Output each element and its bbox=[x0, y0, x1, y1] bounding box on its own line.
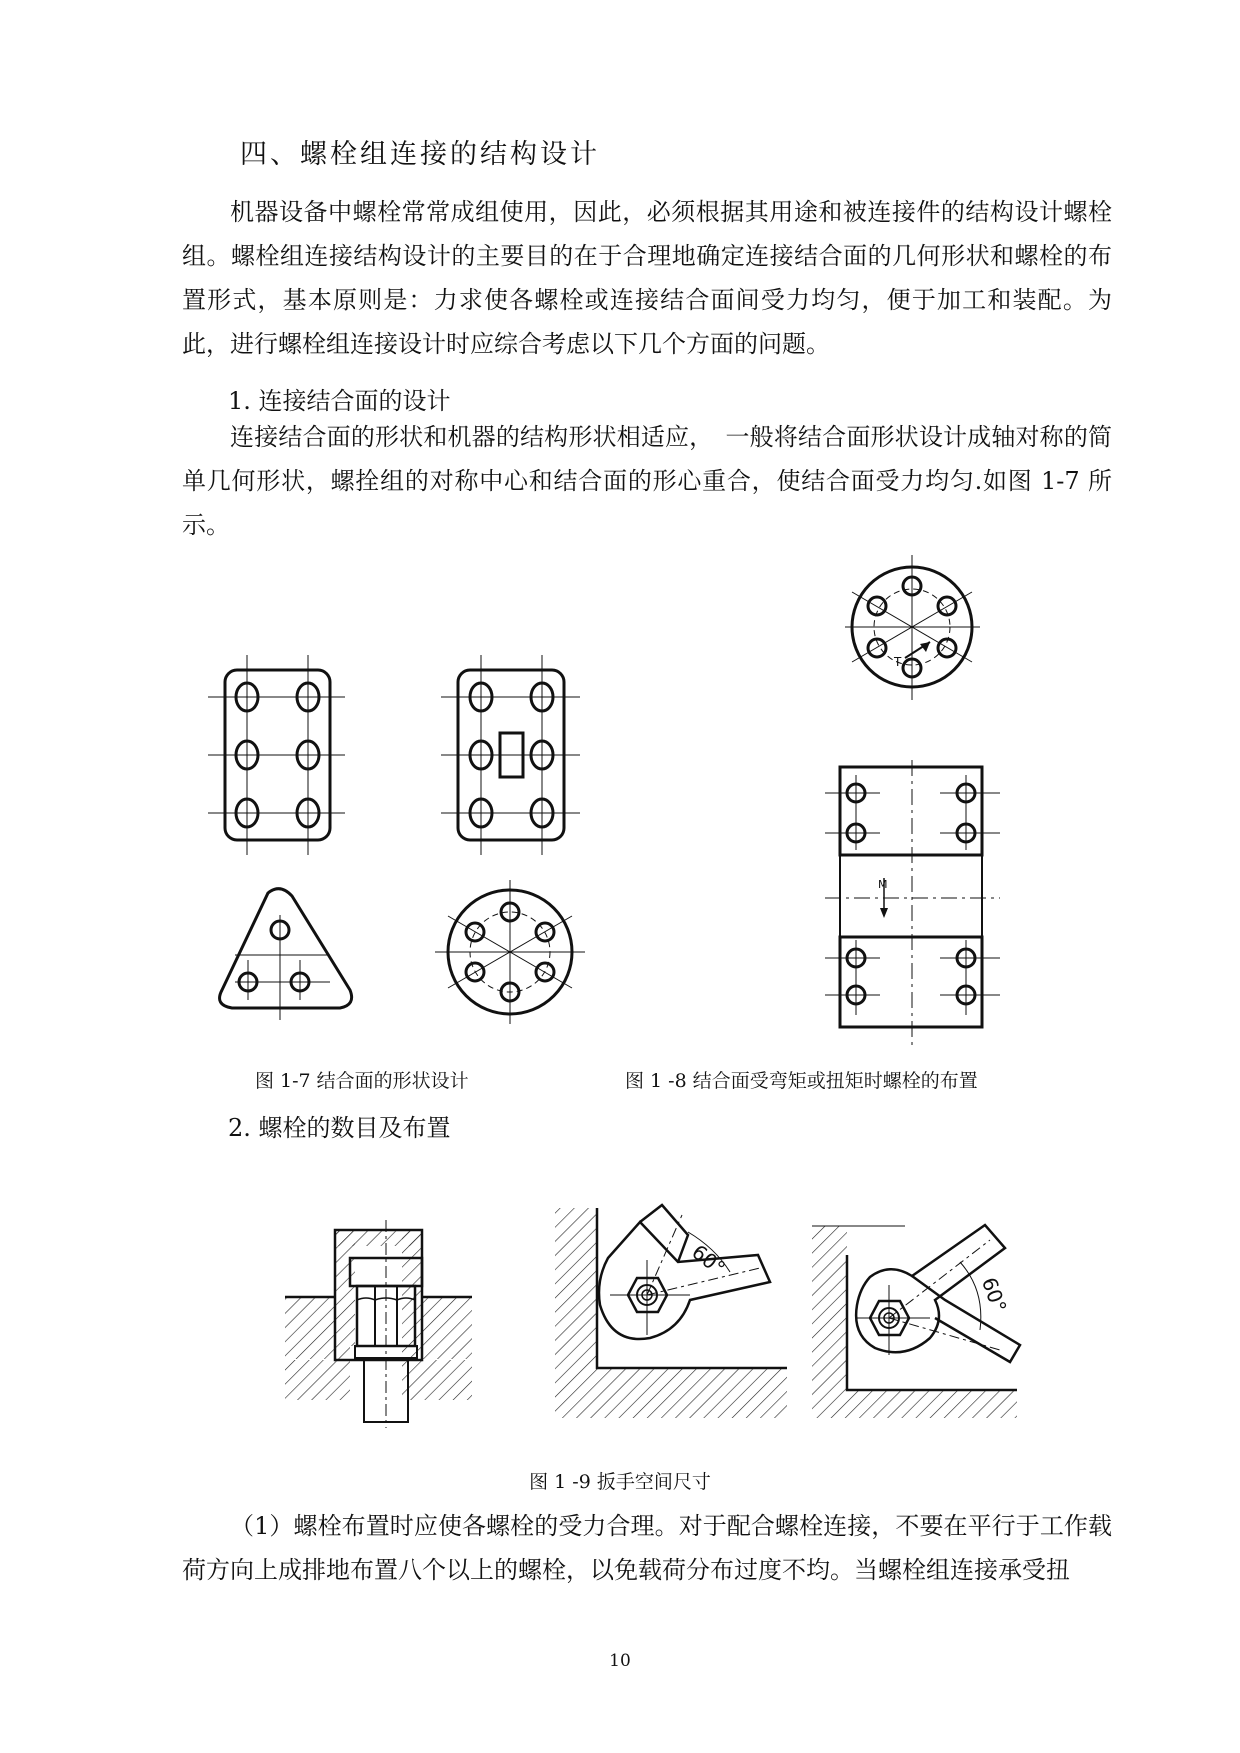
subheading-joint-surface: 1. 连接结合面的设计 bbox=[228, 387, 451, 415]
paragraph-bolt-layout-text: （1）螺栓布置时应使各螺栓的受力合理。对于配合螺栓连接，不要在平行于工作载荷方向上成排地布置八个以上的螺栓，以免载荷分布过度不均。当螺栓组连接承受扭 bbox=[182, 1512, 1112, 1584]
fig-1-9-angle-label-1: 60° bbox=[687, 1239, 730, 1281]
fig-1-9-angle-label-2: 60° bbox=[976, 1274, 1012, 1316]
section-heading: 四、螺栓组连接的结构设计 bbox=[240, 139, 600, 170]
fig-1-7-rect-plate bbox=[208, 655, 345, 855]
fig-1-8-label-t: T bbox=[894, 655, 902, 669]
page-number: 10 bbox=[609, 1651, 631, 1671]
subheading-bolt-layout: 2. 螺栓的数目及布置 bbox=[228, 1114, 451, 1142]
fig-1-7-rect-plate-slot bbox=[441, 655, 580, 855]
figure-1-7-caption: 图 1-7 结合面的形状设计 bbox=[255, 1070, 469, 1092]
fig-1-9-wrench-corner bbox=[555, 1205, 787, 1418]
fig-1-8-moment-plate bbox=[825, 760, 1000, 1045]
fig-1-7-triangle-plate bbox=[220, 889, 352, 1020]
fig-1-8-torque-circle bbox=[845, 555, 980, 700]
figure-1-8-caption: 图 1 -8 结合面受弯矩或扭矩时螺栓的布置 bbox=[625, 1070, 978, 1092]
paragraph-joint-surface-text: 连接结合面的形状和机器的结构形状相适应， 一般将结合面形状设计成轴对称的简单几何形状，螺拴组的对称中心和结合面的形心重合，使结合面受力均匀.如图 1-7 所示。 bbox=[182, 423, 1112, 539]
fig-1-8-label-m: M bbox=[878, 878, 888, 891]
fig-1-9-wrench-corner-2 bbox=[812, 1225, 1020, 1418]
paragraph-bolt-layout bbox=[182, 1504, 1112, 1592]
figure-1-9-caption: 图 1 -9 扳手空间尺寸 bbox=[529, 1471, 711, 1493]
fig-1-7-circle-plate bbox=[435, 880, 585, 1024]
paragraph-intro-text: 机器设备中螺栓常常成组使用，因此，必须根据其用途和被连接件的结构设计螺栓组。螺栓组连接结构设计的主要目的在于合理地确定连接结合面的几何形状和螺栓的布置形式，基本原则是：力求使各螺栓或连接结合面间受力均匀，便于加工和装配。为此，进行螺栓组连接设计时应综合考虑以下几个方面的问题。 bbox=[182, 198, 1112, 358]
fig-1-9-counterbore bbox=[285, 1220, 472, 1428]
